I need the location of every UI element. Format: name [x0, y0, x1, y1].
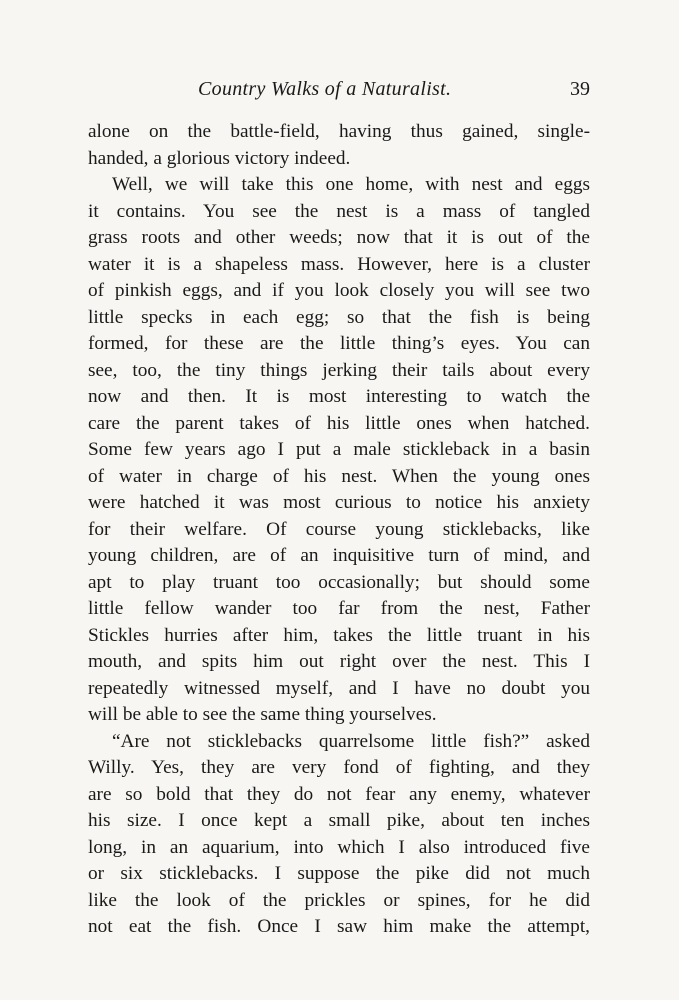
body-text — [88, 119, 590, 941]
text-line: “Are not sticklebacks quarrelsome little fish?” asked — [112, 730, 590, 752]
text-line: it contains. You see the nest is a mass of tangled — [88, 200, 590, 222]
text-line: Well, we will take this one home, with nest and eggs — [112, 174, 590, 195]
text-line: were hatched it was most curious to notice his anxiety — [88, 492, 590, 513]
text-line: now and then. It is most interesting to watch the — [88, 386, 590, 407]
page-header — [88, 78, 590, 108]
page-number: 39 — [570, 78, 590, 100]
text-line: apt to play truant too occasionally; but should some — [88, 571, 590, 593]
text-line: for their welfare. Of course young sticklebacks, like — [88, 518, 590, 540]
text-line: will be able to see the same thing yourselves. — [88, 704, 437, 725]
text-line: of pinkish eggs, and if you look closely you will see two — [88, 280, 590, 301]
text-line: formed, for these are the little thing’s eyes. You can — [88, 333, 590, 354]
text-line: handed, a glorious victory indeed. — [88, 147, 351, 169]
text-line: are so bold that they do not fear any enemy, whatever — [88, 783, 590, 805]
running-title: Country Walks of a Naturalist. — [198, 78, 452, 100]
text-line: water it is a shapeless mass. However, here is a cluster — [88, 253, 590, 275]
text-line: see, too, the tiny things jerking their tails about every — [88, 359, 590, 381]
text-line: mouth, and spits him out right over the nest. This I — [88, 651, 590, 672]
text-line: little fellow wander too far from the nest, Father — [88, 598, 590, 619]
text-line: of water in charge of his nest. When the young ones — [88, 465, 590, 487]
text-line: like the look of the prickles or spines, for he did — [88, 889, 590, 911]
text-line: grass roots and other weeds; now that it is out of the — [88, 227, 590, 248]
text-line: little specks in each egg; so that the fish is being — [88, 306, 590, 328]
text-line: not eat the fish. Once I saw him make the attempt, — [88, 916, 590, 937]
text-line: care the parent takes of his little ones when hatched. — [88, 412, 590, 434]
text-line: young children, are of an inquisitive turn of mind, and — [88, 545, 590, 566]
text-line: repeatedly witnessed myself, and I have no doubt you — [88, 677, 590, 699]
text-line: Stickles hurries after him, takes the little truant in his — [88, 624, 590, 646]
text-line: or six sticklebacks. I suppose the pike did not much — [88, 863, 590, 884]
text-line: Willy. Yes, they are very fond of fighting, and they — [88, 757, 590, 778]
text-line: Some few years ago I put a male stickleback in a basin — [88, 439, 590, 460]
text-line: long, in an aquarium, into which I also introduced five — [88, 836, 590, 858]
text-line: his size. I once kept a small pike, about ten inches — [88, 810, 590, 831]
text-line: alone on the battle-field, having thus gained, single- — [88, 121, 590, 142]
